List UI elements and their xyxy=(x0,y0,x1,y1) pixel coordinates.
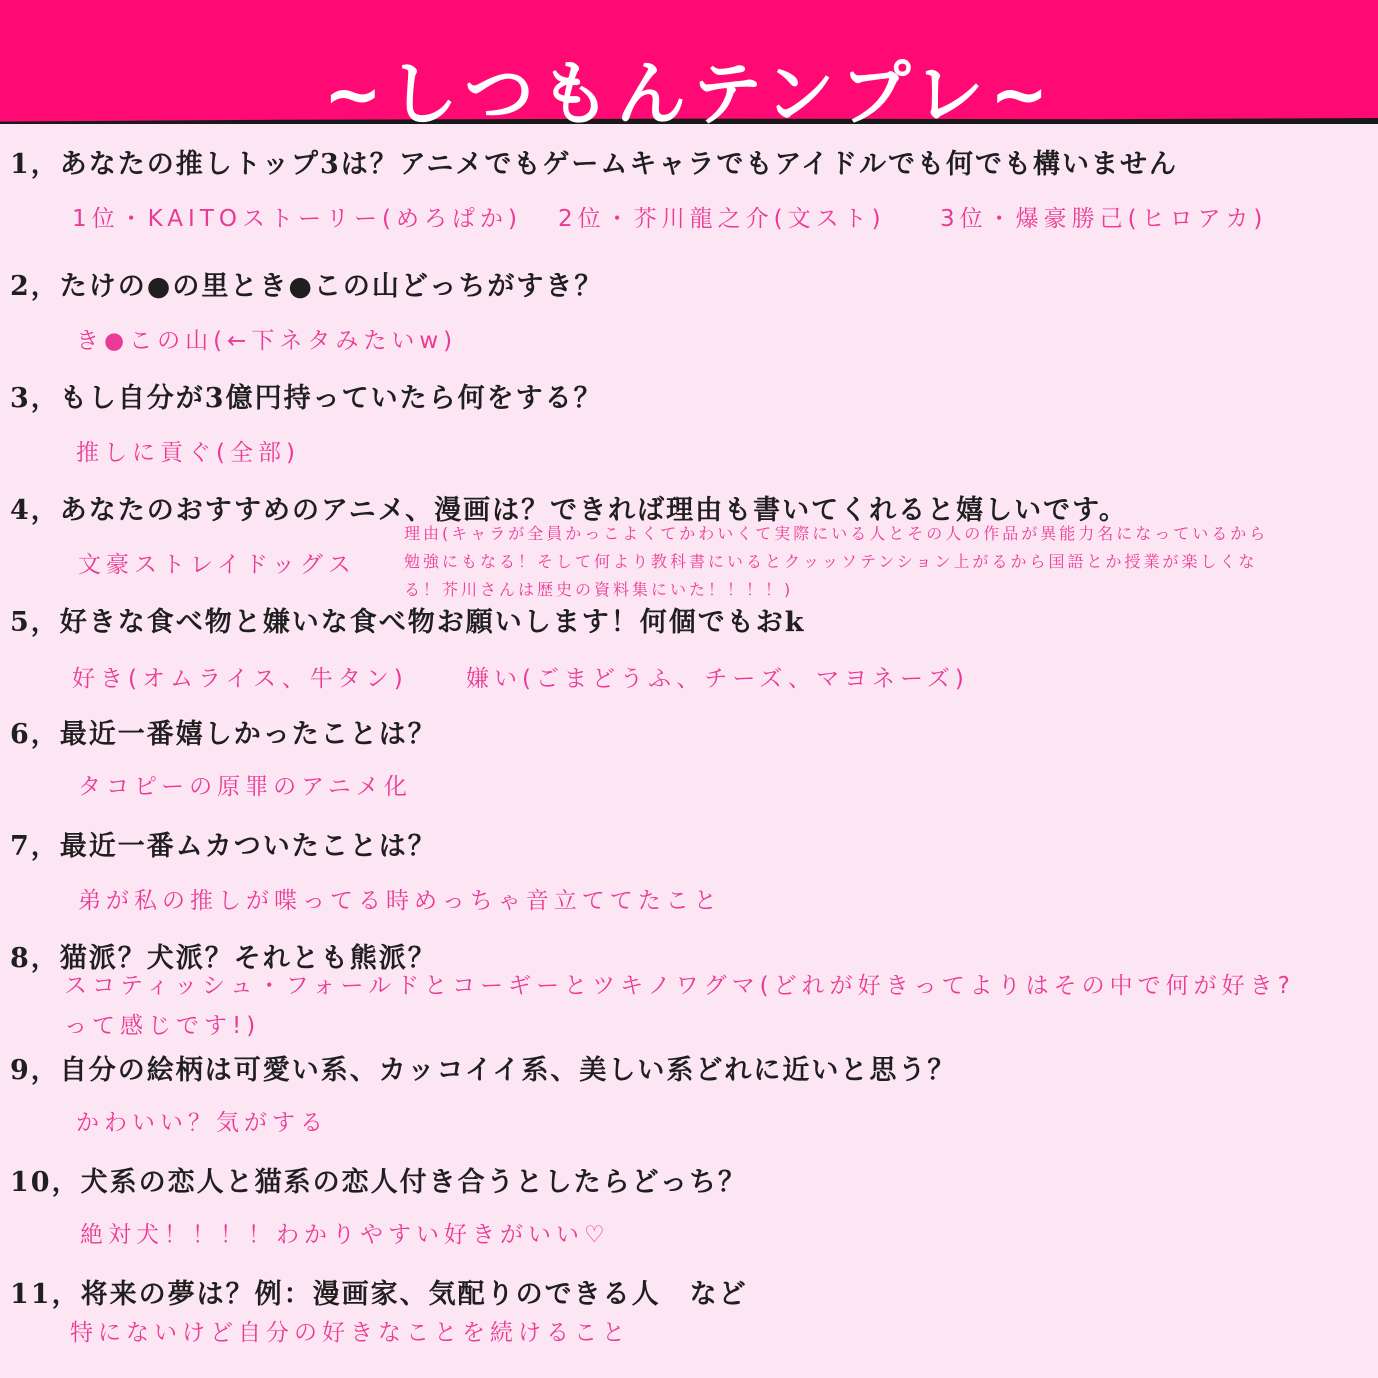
question-4: 4，あなたのおすすめのアニメ、漫画は？できれば理由も書いてくれると嬉しいです。 xyxy=(10,495,1128,526)
question-11: 11，将来の夢は？例：漫画家、気配りのできる人 など xyxy=(10,1279,748,1310)
question-3: 3，もし自分が3億円持っていたら何をする？ xyxy=(10,383,603,414)
question-6: 6，最近一番嬉しかったことは？ xyxy=(10,719,437,750)
page-title: ~しつもんテンプレ~ xyxy=(323,53,1055,135)
answer-6: タコピーの原罪のアニメ化 xyxy=(78,774,412,800)
answer-9: かわいい？気がする xyxy=(76,1110,328,1136)
answer-1-first: 1位・KAITOストーリー(めろぱか) xyxy=(72,206,522,232)
answer-7: 弟が私の推しが喋ってる時めっちゃ音立ててたこと xyxy=(78,888,722,914)
answer-4-title: 文豪ストレイドッグス xyxy=(78,552,356,578)
answer-3: 推しに貢ぐ(全部) xyxy=(76,440,300,466)
question-1: 1，あなたの推しトップ3は？アニメでもゲームキャラでもアイドルでも何でも構いません xyxy=(10,149,1178,180)
answer-8: スコティッシュ・フォールドとコーギーとツキノワグマ(どれが好きってよりはその中で何が好き?って感じです!) xyxy=(64,973,1295,1039)
answer-5-likes: 好き(オムライス、牛タン) xyxy=(72,666,408,692)
question-2: 2，たけの●の里とき●この山どっちがすき？ xyxy=(10,271,604,302)
answer-1-second: 2位・芥川龍之介(文スト) xyxy=(558,206,886,232)
answer-10: 絶対犬！！！！わかりやすい好きがいい♡ xyxy=(80,1222,610,1248)
question-7: 7，最近一番ムカついたことは？ xyxy=(10,831,437,862)
answer-1-third: 3位・爆豪勝己(ヒロアカ) xyxy=(940,206,1268,232)
answer-4-reason: 理由(キャラが全員かっこよくてかわいくて実際にいる人とその人の作品が異能力名になっているから勉強にもなる！そして何より教科書にいるとクッッソテンション上がるから国語とか授業が楽しくなる！芥川さんは歴史の資料集にいた！！！！) xyxy=(404,524,1269,599)
question-10: 10，犬系の恋人と猫系の恋人付き合うとしたらどっち？ xyxy=(10,1167,748,1198)
answer-2: き●この山(←下ネタみたいw) xyxy=(76,328,458,354)
question-8: 8，猫派？犬派？それとも熊派？ xyxy=(10,943,437,974)
question-5: 5，好きな食べ物と嫌いな食べ物お願いします！何個でもおk xyxy=(10,607,806,638)
answer-5-dislikes: 嫌い(ごまどうふ、チーズ、マヨネーズ) xyxy=(466,666,969,692)
answer-11: 特にないけど自分の好きなことを続けること xyxy=(70,1320,630,1346)
question-9: 9，自分の絵柄は可愛い系、カッコイイ系、美しい系どれに近いと思う？ xyxy=(10,1055,957,1086)
